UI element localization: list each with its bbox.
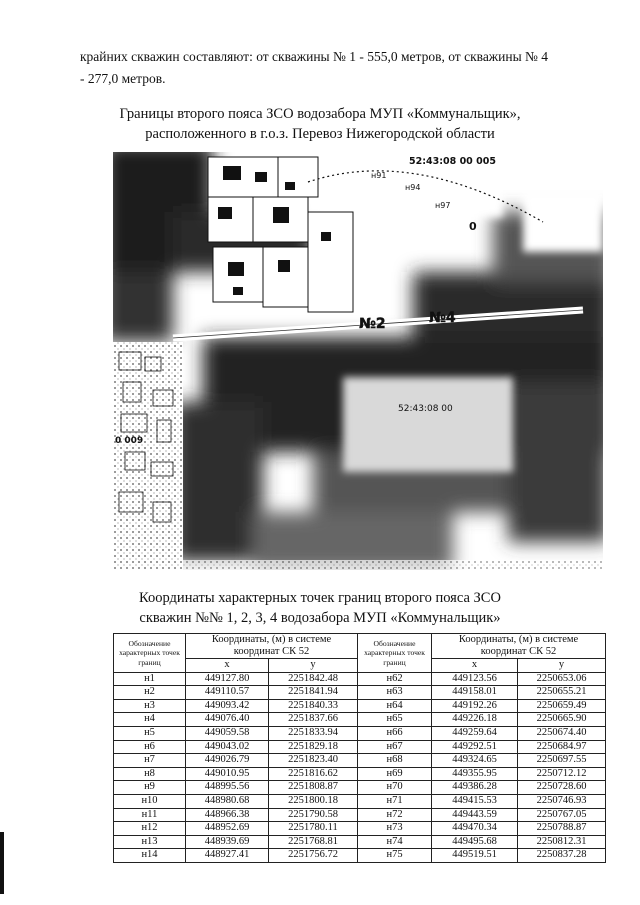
- x-cell: 449192.26: [432, 699, 518, 713]
- y-cell: 2251816.62: [269, 767, 358, 781]
- y-cell: 2250788.87: [518, 822, 606, 836]
- cadastral-label-left: 0 009: [115, 436, 144, 446]
- x-cell: 449495.68: [432, 835, 518, 849]
- x-cell: 449158.01: [432, 686, 518, 700]
- table-row: [114, 794, 606, 808]
- well-label: №4: [429, 310, 456, 326]
- y-cell: 2251756.72: [269, 849, 358, 863]
- point-id-cell: н1: [114, 672, 186, 686]
- y-cell: 2250728.60: [518, 781, 606, 795]
- y-cell: 2250746.93: [518, 794, 606, 808]
- x-cell: 449226.18: [432, 713, 518, 727]
- point-id-cell: н12: [114, 822, 186, 836]
- y-cell: 2250684.97: [518, 740, 606, 754]
- y-column-header: у: [518, 659, 606, 673]
- y-cell: 2251800.18: [269, 794, 358, 808]
- x-cell: 449443.59: [432, 808, 518, 822]
- point-column-header: Обозначение характерных точек границ: [358, 634, 432, 673]
- point-id-cell: н66: [358, 726, 432, 740]
- coordinates-table: [113, 633, 606, 863]
- y-cell: 2251842.48: [269, 672, 358, 686]
- y-cell: 2251841.94: [269, 686, 358, 700]
- table-title-line: Координаты характерных точек границ второго пояса ЗСО: [139, 590, 501, 606]
- table-row: [114, 822, 606, 836]
- settlement-area: [113, 342, 183, 570]
- point-id-cell: н6: [114, 740, 186, 754]
- point-id-cell: н75: [358, 849, 432, 863]
- y-cell: 2250837.28: [518, 849, 606, 863]
- x-cell: 449519.51: [432, 849, 518, 863]
- point-id-cell: н8: [114, 767, 186, 781]
- table-row: [114, 726, 606, 740]
- point-id-cell: н65: [358, 713, 432, 727]
- table-row: [114, 754, 606, 768]
- x-cell: 448952.69: [186, 822, 269, 836]
- point-id-cell: н63: [358, 686, 432, 700]
- edge-digit: 0: [469, 220, 477, 233]
- table-row: [114, 849, 606, 863]
- point-column-header: Обозначение характерных точек границ: [114, 634, 186, 673]
- point-id-cell: н69: [358, 767, 432, 781]
- point-id-cell: н7: [114, 754, 186, 768]
- zone-boundary-map: [113, 152, 603, 570]
- point-id-cell: н5: [114, 726, 186, 740]
- x-cell: 449415.53: [432, 794, 518, 808]
- x-cell: 448980.68: [186, 794, 269, 808]
- point-id-cell: н70: [358, 781, 432, 795]
- x-cell: 449043.02: [186, 740, 269, 754]
- point-id-cell: н62: [358, 672, 432, 686]
- x-cell: 448927.41: [186, 849, 269, 863]
- table-row: [114, 740, 606, 754]
- y-cell: 2251823.40: [269, 754, 358, 768]
- y-cell: 2251840.33: [269, 699, 358, 713]
- x-cell: 449110.57: [186, 686, 269, 700]
- x-cell: 449259.64: [432, 726, 518, 740]
- y-cell: 2250712.12: [518, 767, 606, 781]
- x-cell: 449355.95: [432, 767, 518, 781]
- y-cell: 2251808.87: [269, 781, 358, 795]
- x-cell: 449010.95: [186, 767, 269, 781]
- point-id-cell: н68: [358, 754, 432, 768]
- y-cell: 2251837.66: [269, 713, 358, 727]
- x-cell: 449059.58: [186, 726, 269, 740]
- y-cell: 2251780.11: [269, 822, 358, 836]
- x-cell: 448966.38: [186, 808, 269, 822]
- point-label: н97: [435, 201, 451, 210]
- point-id-cell: н4: [114, 713, 186, 727]
- coordinates-table-body: [114, 672, 606, 862]
- point-id-cell: н11: [114, 808, 186, 822]
- point-id-cell: н73: [358, 822, 432, 836]
- point-label: н94: [405, 183, 421, 192]
- y-cell: 2250653.06: [518, 672, 606, 686]
- y-cell: 2250655.21: [518, 686, 606, 700]
- map-title-line: Границы второго пояса ЗСО водозабора МУП «Коммунальщик»,: [119, 106, 521, 122]
- x-cell: 449127.80: [186, 672, 269, 686]
- intro-paragraph: [80, 46, 600, 90]
- table-row: [114, 808, 606, 822]
- table-row: [114, 686, 606, 700]
- point-id-cell: н3: [114, 699, 186, 713]
- x-cell: 449093.42: [186, 699, 269, 713]
- x-cell: 449123.56: [432, 672, 518, 686]
- x-cell: 449026.79: [186, 754, 269, 768]
- x-cell: 449470.34: [432, 822, 518, 836]
- y-column-header: у: [269, 659, 358, 673]
- well-label: №2: [359, 316, 386, 332]
- intro-line: крайних скважин составляют: от скважины № 1 - 555,0 метров, от скважины № 4: [80, 49, 549, 64]
- x-cell: 449324.65: [432, 754, 518, 768]
- table-title: [0, 588, 640, 628]
- intro-line: - 277,0 метров.: [80, 71, 166, 86]
- x-cell: 449076.40: [186, 713, 269, 727]
- point-id-cell: н67: [358, 740, 432, 754]
- x-cell: 449386.28: [432, 781, 518, 795]
- y-cell: 2250767.05: [518, 808, 606, 822]
- map-title: [0, 104, 640, 144]
- y-cell: 2250674.40: [518, 726, 606, 740]
- y-cell: 2251833.94: [269, 726, 358, 740]
- table-row: [114, 713, 606, 727]
- table-row: [114, 767, 606, 781]
- y-cell: 2250812.31: [518, 835, 606, 849]
- y-cell: 2251790.58: [269, 808, 358, 822]
- table-row: [114, 781, 606, 795]
- scan-margin-mark: [0, 832, 4, 894]
- map-drawing: [113, 152, 603, 570]
- coordinates-column-header: Координаты, (м) в системе координат СК 52: [432, 634, 606, 659]
- y-cell: 2250697.55: [518, 754, 606, 768]
- point-id-cell: н64: [358, 699, 432, 713]
- y-cell: 2250659.49: [518, 699, 606, 713]
- y-cell: 2251768.81: [269, 835, 358, 849]
- point-id-cell: н13: [114, 835, 186, 849]
- table-title-line: скважин №№ 1, 2, 3, 4 водозабора МУП «Коммунальщик»: [139, 610, 501, 626]
- table-row: [114, 672, 606, 686]
- x-cell: 448939.69: [186, 835, 269, 849]
- point-id-cell: н9: [114, 781, 186, 795]
- cadastral-label-top: 52:43:08 00 005: [409, 156, 496, 167]
- coordinates-column-header: Координаты, (м) в системе координат СК 52: [186, 634, 358, 659]
- y-cell: 2251829.18: [269, 740, 358, 754]
- x-cell: 449292.51: [432, 740, 518, 754]
- point-id-cell: н71: [358, 794, 432, 808]
- x-column-header: х: [432, 659, 518, 673]
- table-row: [114, 699, 606, 713]
- y-cell: 2250665.90: [518, 713, 606, 727]
- map-title-line: расположенного в г.о.з. Перевоз Нижегородской области: [145, 126, 495, 142]
- point-id-cell: н10: [114, 794, 186, 808]
- table-row: [114, 835, 606, 849]
- x-cell: 448995.56: [186, 781, 269, 795]
- point-id-cell: н72: [358, 808, 432, 822]
- x-column-header: х: [186, 659, 269, 673]
- cadastral-label-middle: 52:43:08 00: [398, 404, 453, 414]
- point-id-cell: н14: [114, 849, 186, 863]
- point-id-cell: н74: [358, 835, 432, 849]
- point-label: н91: [371, 171, 387, 180]
- point-id-cell: н2: [114, 686, 186, 700]
